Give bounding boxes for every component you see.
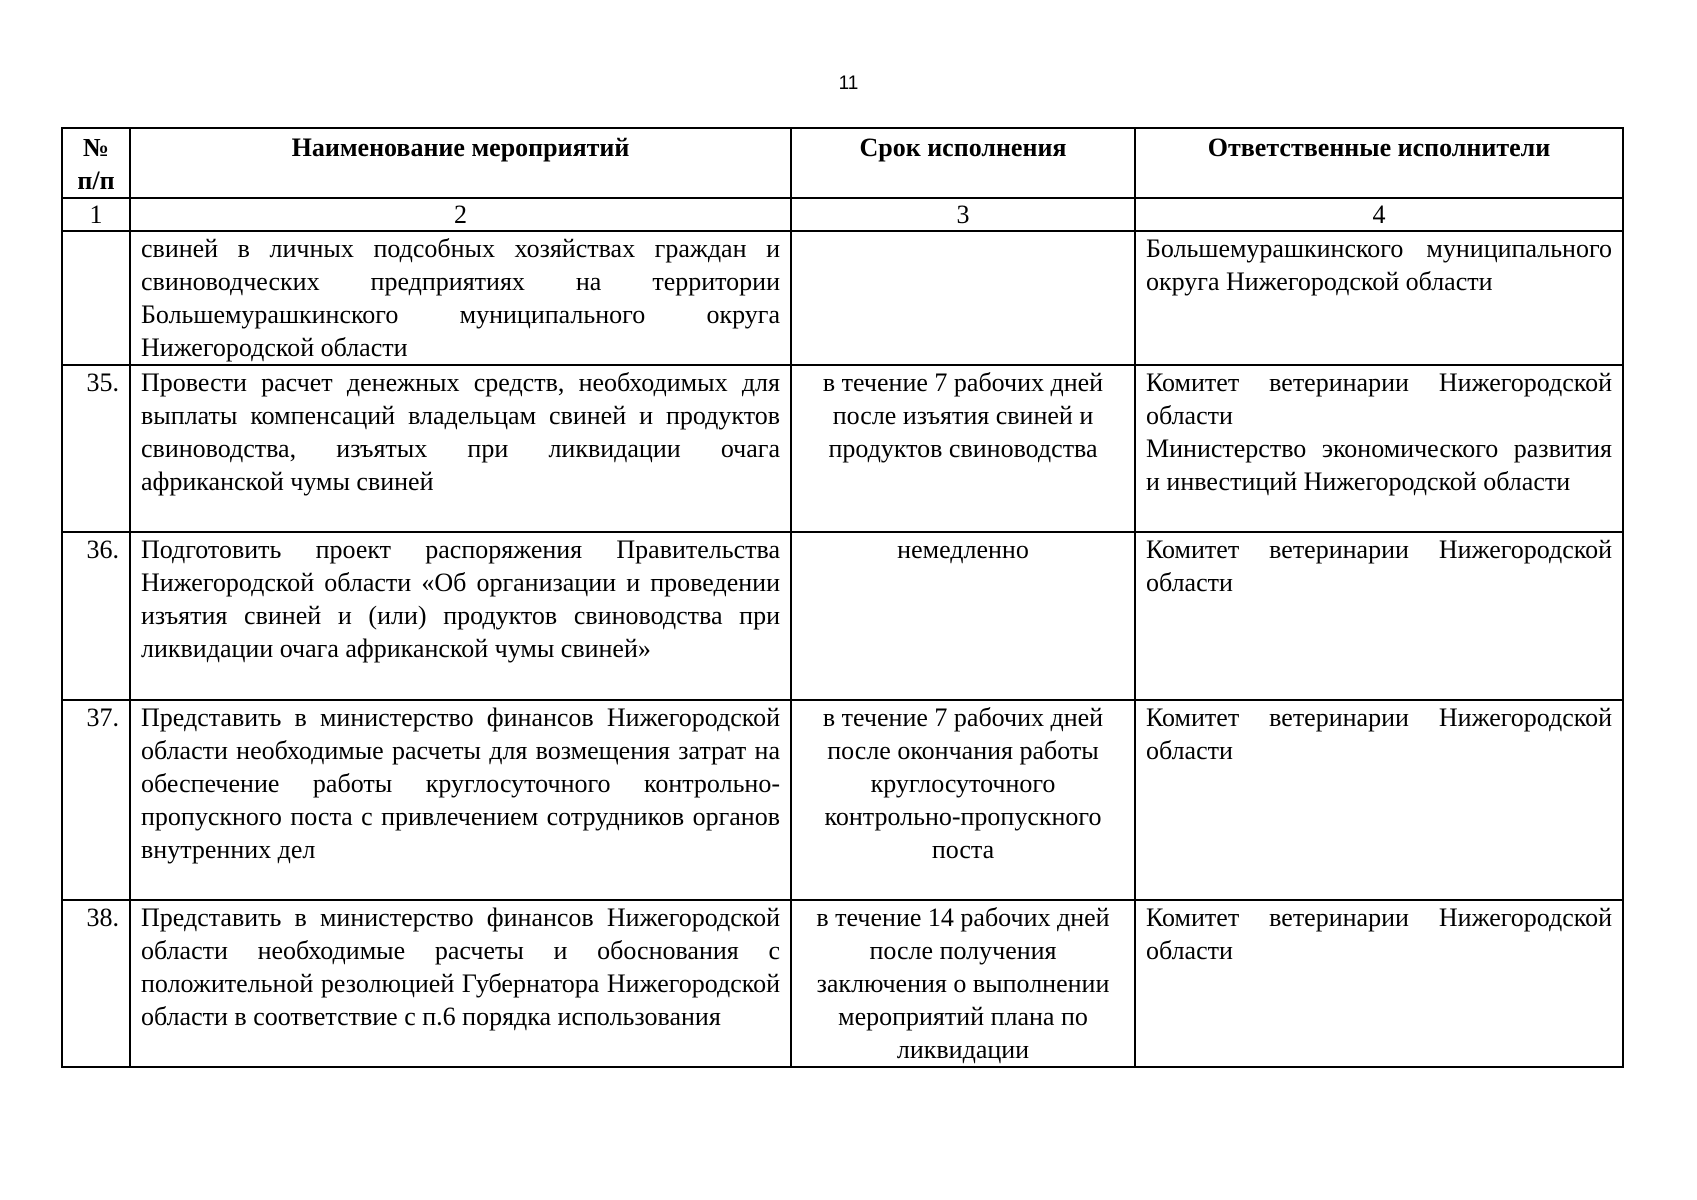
header-deadline: Срок исполнения (791, 128, 1135, 198)
table-row (62, 532, 1623, 700)
table-row (62, 365, 1623, 532)
responsible-executor: Министерство экономического развития и инвестиций Нижегородской области (1146, 434, 1612, 496)
deadline: в течение 14 рабочих дней после получения заключения о выполнении мероприятий плана по ликвидации (791, 900, 1135, 1067)
deadline: немедленно (791, 532, 1135, 700)
responsible-executor: Большемурашкинского муниципального округа Нижегородской области (1146, 234, 1612, 296)
page-number: 11 (838, 73, 859, 94)
row-number (62, 231, 130, 365)
responsible-executor: Комитет ветеринарии Нижегородской области (1146, 703, 1612, 765)
column-numbers-row (62, 198, 1623, 231)
table-row (62, 231, 1623, 365)
row-number: 36. (62, 532, 130, 700)
table-row (62, 900, 1623, 1067)
measures-table (61, 127, 1624, 1068)
responsible-cell (1135, 900, 1623, 1067)
measure-name: Провести расчет денежных средств, необходимых для выплаты компенсаций владельцам свиней и продуктов свиноводства, изъятых при ликвидации очага африканской чумы свиней (130, 365, 791, 532)
row-number: 37. (62, 700, 130, 900)
responsible-cell (1135, 532, 1623, 700)
column-number: 2 (130, 198, 791, 231)
row-number: 38. (62, 900, 130, 1067)
deadline: в течение 7 рабочих дней после окончания работы круглосуточного контрольно-пропускного поста (791, 700, 1135, 900)
table-header-row (62, 128, 1623, 198)
table-row (62, 700, 1623, 900)
responsible-cell (1135, 231, 1623, 365)
deadline: в течение 7 рабочих дней после изъятия свиней и продуктов свиноводства (791, 365, 1135, 532)
responsible-executor: Комитет ветеринарии Нижегородской области (1146, 903, 1612, 965)
column-number: 1 (62, 198, 130, 231)
measure-name: Подготовить проект распоряжения Правительства Нижегородской области «Об организации и проведении изъятия свиней и (или) продуктов свиноводства при ликвидации очага африканской чумы свиней» (130, 532, 791, 700)
responsible-executor: Комитет ветеринарии Нижегородской области (1146, 368, 1612, 430)
column-number: 3 (791, 198, 1135, 231)
header-number: № п/п (62, 128, 130, 198)
header-measure-name: Наименование мероприятий (130, 128, 791, 198)
header-responsible: Ответственные исполнители (1135, 128, 1623, 198)
measure-name: свиней в личных подсобных хозяйствах граждан и свиноводческих предприятиях на территории Большемурашкинского муниципального округа Нижегородской области (130, 231, 791, 365)
deadline (791, 231, 1135, 365)
measure-name: Представить в министерство финансов Нижегородской области необходимые расчеты для возмещения затрат на обеспечение работы круглосуточного контрольно-пропускного поста с привлечением сотрудников органов внутренних дел (130, 700, 791, 900)
responsible-executor: Комитет ветеринарии Нижегородской области (1146, 535, 1612, 597)
measure-name: Представить в министерство финансов Нижегородской области необходимые расчеты и обоснования с положительной резолюцией Губернатора Нижегородской области в соответствие с п.6 порядка использования (130, 900, 791, 1067)
responsible-cell (1135, 365, 1623, 532)
responsible-cell (1135, 700, 1623, 900)
column-number: 4 (1135, 198, 1623, 231)
row-number: 35. (62, 365, 130, 532)
